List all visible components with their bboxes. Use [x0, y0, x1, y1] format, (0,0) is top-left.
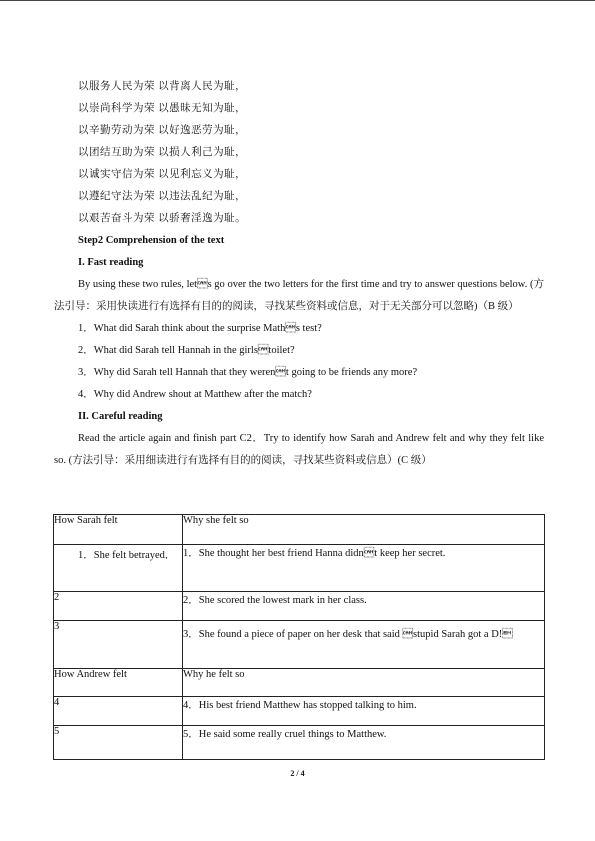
motto-line: 以诚实守信为荣 以见利忘义为耻，	[78, 169, 247, 180]
table-row	[54, 621, 545, 669]
table-header-row	[54, 515, 545, 545]
table-cell: 4．His best friend Matthew has stopped talking to him.	[183, 697, 545, 726]
question-1: 1．What did Sarah think about the surprise Maths test?	[78, 323, 322, 334]
feelings-table	[53, 514, 545, 760]
table-cell: 4	[54, 697, 183, 726]
motto-line: 以服务人民为荣 以背离人民为耻，	[78, 81, 247, 92]
question-3: 3．Why did Sarah tell Hannah that they werent going to be friends any more?	[78, 367, 418, 378]
question-2: 2．What did Sarah tell Hannah in the girlstoilet?	[78, 345, 295, 356]
table-cell	[54, 545, 183, 592]
header-rule	[0, 0, 595, 1]
page-number: 2 / 4	[290, 769, 305, 778]
table-header-cell: How Sarah felt	[54, 515, 183, 545]
question-4: 4．Why did Andrew shout at Matthew after the match?	[78, 389, 312, 400]
motto-line: 以遵纪守法为荣 以违法乱纪为耻，	[78, 191, 247, 202]
table-cell: 1．She thought her best friend Hanna didnt keep her secret.	[183, 545, 545, 592]
motto-line: 以艰苦奋斗为荣 以骄奢淫逸为耻。	[78, 213, 247, 224]
motto-line: 以崇尚科学为荣 以愚昧无知为耻，	[78, 103, 247, 114]
table-row	[54, 697, 545, 726]
document-body	[54, 76, 544, 472]
table-cell: 3．She found a piece of paper on her desk that said stupid Sarah got a D!	[183, 621, 545, 669]
table-header-cell: Why she felt so	[183, 515, 545, 545]
table-cell: 2．She scored the lowest mark in her class.	[183, 592, 545, 621]
table-row	[54, 726, 545, 760]
fast-reading-heading: I. Fast reading	[78, 257, 144, 268]
fast-reading-instruction: By using these two rules, lets go over the two letters for the first time and try to answer questions below. (方法引导：采用快读进行有选择有目的的阅读，寻找某些资料或信息，对于无关部分可以忽略)（B 级）	[54, 279, 544, 312]
careful-reading-heading: II. Careful reading	[78, 411, 163, 422]
table-cell: 5．He said some really cruel things to Matthew.	[183, 726, 545, 760]
table-row	[54, 545, 545, 592]
motto-line: 以团结互助为荣 以损人利己为耻，	[78, 147, 247, 158]
table-cell-text: 1．She felt betrayed．	[78, 550, 176, 561]
table-row	[54, 592, 545, 621]
motto-line: 以辛勤劳动为荣 以好逸恶劳为耻，	[78, 125, 247, 136]
table-header-cell: Why he felt so	[183, 669, 545, 697]
table-cell: 2	[54, 592, 183, 621]
table-cell: 5	[54, 726, 183, 760]
step-heading: Step2 Comprehension of the text	[78, 235, 225, 246]
table-header-cell: How Andrew felt	[54, 669, 183, 697]
table-cell: 3	[54, 621, 183, 669]
table-header-row	[54, 669, 545, 697]
careful-reading-instruction: Read the article again and finish part C2．Try to identify how Sarah and Andrew felt and why they felt like so. (方法引导：采用细读进行有选择有目的的阅读，寻找某些资料或信息）(C 级）	[54, 433, 544, 466]
